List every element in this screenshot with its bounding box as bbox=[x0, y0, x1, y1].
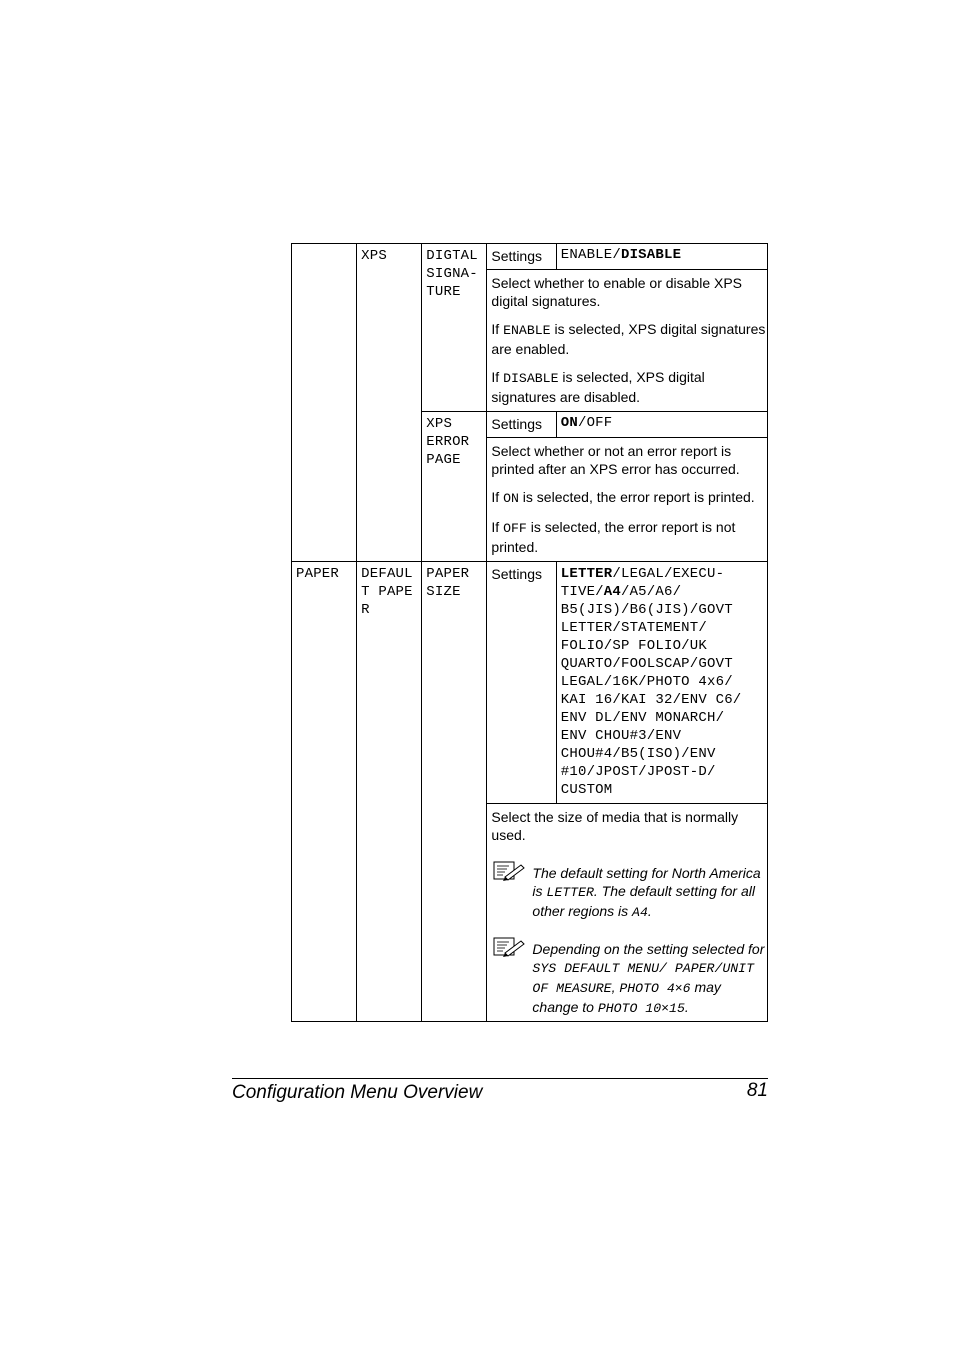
option-code: DISABLE bbox=[503, 371, 559, 386]
settings-option: TIVE/ bbox=[560, 584, 604, 600]
settings-values bbox=[556, 244, 767, 270]
text: is selected, XPS digital signatures are enabled. bbox=[491, 321, 766, 357]
menu-item-label: DIGTAL SIGNA-TURE bbox=[426, 248, 478, 300]
option-code: A4 bbox=[632, 905, 648, 920]
settings-line: LETTER/STATEMENT/ bbox=[560, 620, 707, 636]
note bbox=[491, 864, 767, 922]
text: is selected, the error report is printed. bbox=[518, 489, 755, 505]
settings-line: CUSTOM bbox=[560, 782, 613, 798]
text: . bbox=[684, 999, 689, 1015]
menu-level-1: PAPER bbox=[292, 562, 357, 1022]
text: If bbox=[491, 519, 504, 535]
settings-line: ENV DL/ENV MONARCH/ bbox=[560, 710, 725, 726]
settings-default-option: A4 bbox=[603, 584, 621, 600]
settings-default-option: DISABLE bbox=[620, 247, 682, 263]
description-cell bbox=[487, 804, 768, 1022]
menu-level-3: PAPER SIZE bbox=[422, 562, 487, 1022]
text: may change to bbox=[532, 979, 721, 1015]
footer-rule bbox=[232, 1078, 768, 1079]
menu-level-3: XPS ERROR PAGE bbox=[422, 412, 487, 562]
page-number: 81 bbox=[746, 1080, 768, 1101]
settings-line: FOLIO/SP FOLIO/UK bbox=[560, 638, 707, 654]
settings-line: QUARTO/FOOLSCAP/GOVT bbox=[560, 656, 733, 672]
settings-option: /OFF bbox=[577, 415, 613, 431]
option-code: SYS DEFAULT MENU/ PAPER/UNIT OF MEASURE bbox=[532, 961, 755, 996]
menu-level-1 bbox=[292, 244, 357, 562]
note-pencil-icon bbox=[493, 860, 525, 884]
text: The default setting for North America is bbox=[532, 865, 761, 899]
settings-default-option: LETTER bbox=[560, 566, 613, 582]
settings-line: LEGAL/16K/PHOTO 4x6/ bbox=[560, 674, 733, 690]
option-code: LETTER bbox=[546, 885, 594, 900]
settings-line: CHOU#4/B5(ISO)/ENV bbox=[560, 746, 716, 762]
settings-values bbox=[556, 562, 767, 804]
text: . The default setting for all other regions is bbox=[532, 883, 755, 919]
text: If bbox=[491, 489, 504, 505]
description-text bbox=[491, 518, 767, 556]
description-text: Select the size of media that is normally used. bbox=[491, 809, 739, 843]
option-code: ENABLE bbox=[503, 323, 551, 338]
footer-title: Configuration Menu Overview bbox=[232, 1082, 483, 1103]
settings-line bbox=[561, 565, 767, 583]
settings-line: #10/JPOST/JPOST-D/ bbox=[560, 764, 716, 780]
settings-option: /LEGAL/EXECU- bbox=[612, 566, 725, 582]
text: is selected, XPS digital signatures are disabled. bbox=[491, 369, 705, 405]
table-row bbox=[292, 562, 768, 804]
text: . bbox=[647, 903, 652, 919]
settings-line bbox=[561, 583, 767, 601]
settings-line: ENV CHOU#3/ENV bbox=[560, 728, 682, 744]
menu-level-3 bbox=[422, 244, 487, 412]
description-cell bbox=[487, 270, 768, 412]
description-text: Select whether to enable or disable XPS digital signatures. bbox=[491, 275, 743, 309]
description-text: Select whether or not an error report is printed after an XPS error has occurred. bbox=[491, 443, 740, 477]
option-code: ON bbox=[503, 491, 519, 506]
settings-line: B5(JIS)/B6(JIS)/GOVT bbox=[560, 602, 733, 618]
option-code: PHOTO 10×15 bbox=[597, 1001, 685, 1016]
menu-level-2: DEFAULT PAPER bbox=[357, 562, 422, 1022]
note-pencil-icon bbox=[493, 936, 525, 960]
description-text bbox=[491, 488, 767, 508]
settings-option: /A5/A6/ bbox=[620, 584, 682, 600]
settings-label: Settings bbox=[487, 412, 556, 438]
menu-level-2: XPS bbox=[357, 244, 422, 562]
settings-default-option: ON bbox=[560, 415, 578, 431]
settings-line: KAI 16/KAI 32/ENV C6/ bbox=[560, 692, 742, 708]
option-code: OFF bbox=[503, 521, 527, 536]
option-code: PHOTO 4×6 bbox=[619, 981, 691, 996]
description-cell bbox=[487, 438, 768, 562]
settings-label: Settings bbox=[487, 562, 556, 804]
text: Depending on the setting selected for bbox=[532, 941, 765, 957]
text: If bbox=[491, 369, 504, 385]
text: is selected, the error report is not printed. bbox=[491, 519, 736, 555]
settings-label: Settings bbox=[487, 244, 556, 270]
description-text bbox=[491, 320, 767, 358]
table-row bbox=[292, 244, 768, 270]
text: If bbox=[491, 321, 504, 337]
settings-option: ENABLE/ bbox=[560, 247, 621, 263]
settings-values bbox=[556, 412, 767, 438]
text: , bbox=[611, 979, 620, 995]
note bbox=[491, 940, 767, 1018]
config-menu-table bbox=[291, 243, 768, 1022]
description-text bbox=[491, 368, 767, 406]
